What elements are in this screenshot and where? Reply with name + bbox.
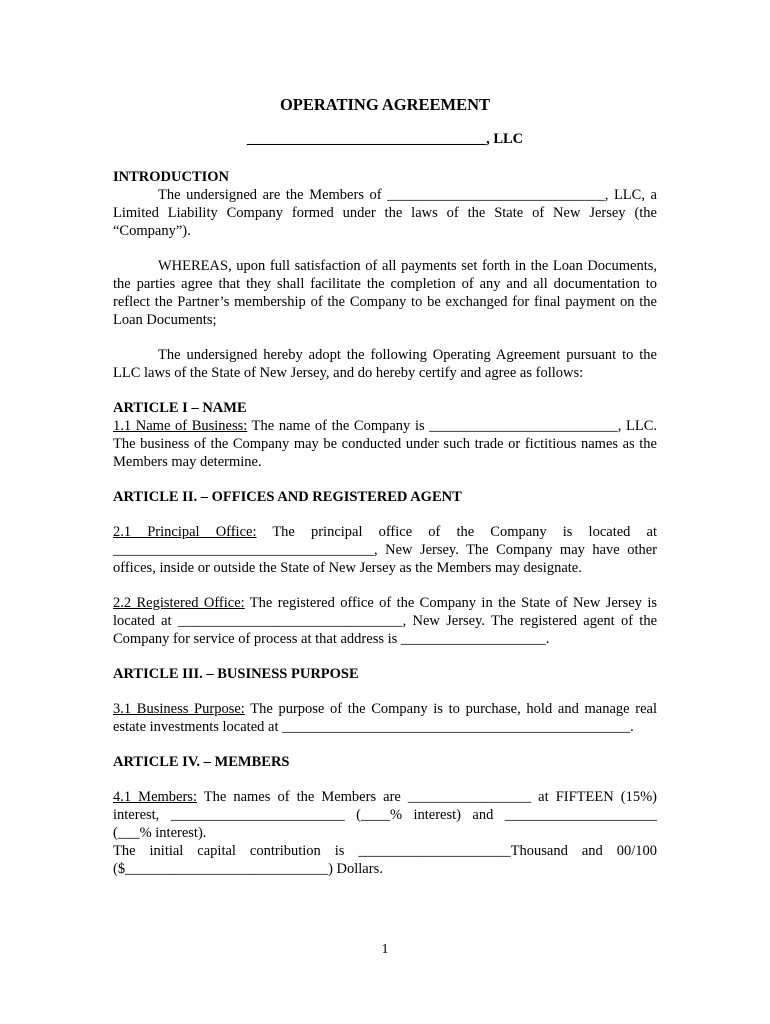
section-2-1-text: The principal office of the Company is located at ____________________________________, New Jersey. The Company may have other offices, inside or outside the State of New Jersey as the Members may designate. (113, 524, 657, 576)
capital-contribution: The initial capital contribution is _____________________Thousand and 00/100 ($____________________________) Dollars. (113, 843, 657, 877)
article-1-heading: ARTICLE I – NAME (113, 400, 247, 416)
page-number: 1 (381, 942, 389, 957)
section-4-1-text: The names of the Members are _________________ at FIFTEEN (15%) interest, ________________________ (____% interest) and _____________________ (___% interest). (113, 789, 657, 841)
section-2-2 (113, 594, 657, 648)
section-3-1-text: The purpose of the Company is to purchase, hold and manage real estate investments located at ________________________________________________. (113, 701, 657, 735)
section-4-1 (113, 788, 657, 842)
section-1-1-text: The name of the Company is __________________________, LLC. The business of the Company may be conducted under such trade or fictitious names as the Members may determine. (113, 418, 658, 470)
article-2-heading: ARTICLE II. – OFFICES AND REGISTERED AGENT (113, 489, 462, 505)
adoption-paragraph: The undersigned hereby adopt the following Operating Agreement pursuant to the LLC laws of the State of New Jersey, and do hereby certify and agree as follows: (113, 347, 657, 381)
whereas-paragraph: WHEREAS, upon full satisfaction of all payments set forth in the Loan Documents, the parties agree that they shall facilitate the completion of any and all documentation to reflect the Partner’s membership of the Company to be exchanged for final payment on the Loan Documents; (113, 258, 657, 328)
article-3-heading: ARTICLE III. – BUSINESS PURPOSE (113, 666, 359, 682)
section-2-1 (113, 523, 657, 577)
section-2-2-label: 2.2 Registered Office: (113, 595, 245, 611)
section-4-1-label: 4.1 Members: (113, 789, 197, 805)
section-3-1-label: 3.1 Business Purpose: (113, 701, 245, 717)
section-2-2-text: The registered office of the Company in the State of New Jersey is located at _______________________________, New Jersey. The registered agent of the Company for service of process at that address is ____________________. (113, 595, 657, 647)
article-4-heading: ARTICLE IV. – MEMBERS (113, 754, 290, 770)
section-3-1 (113, 700, 657, 736)
introduction-heading: INTRODUCTION (113, 169, 230, 185)
llc-name-line: _________________________________, LLC (246, 131, 524, 147)
section-1-1 (113, 417, 657, 471)
section-2-1-label: 2.1 Principal Office: (113, 524, 257, 540)
document-body (113, 168, 657, 878)
introduction-paragraph-1: The undersigned are the Members of ______________________________, LLC, a Limited Liability Company formed under the laws of the State of New Jersey (the “Company”). (113, 187, 657, 239)
section-1-1-label: 1.1 Name of Business: (113, 418, 248, 434)
document-title: OPERATING AGREEMENT (279, 95, 491, 114)
